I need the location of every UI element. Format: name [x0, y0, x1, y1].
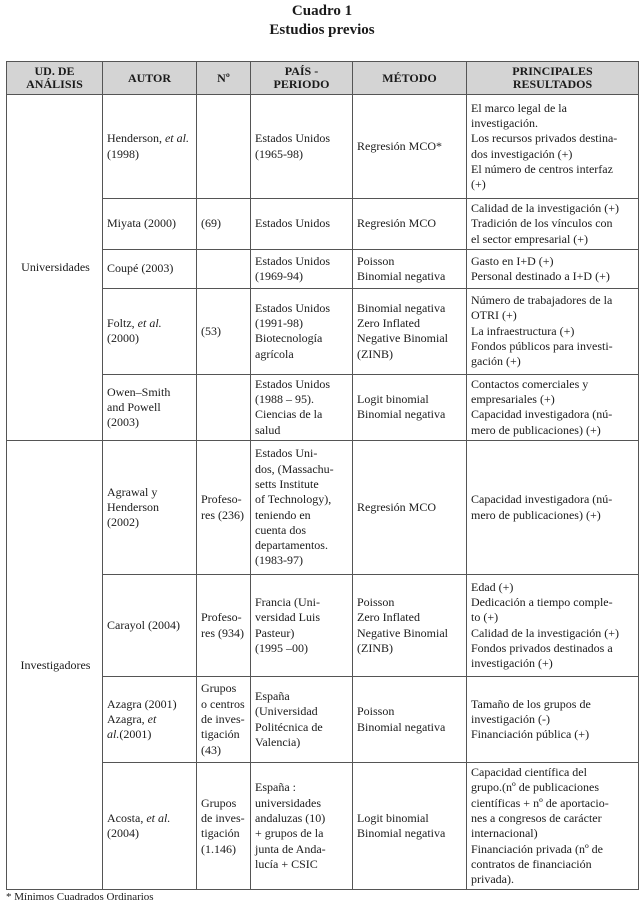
cell-n: (69): [197, 199, 251, 250]
group-universidades: Universidades: [7, 95, 103, 441]
cell-author: Coupé (2003): [103, 249, 197, 288]
cell-country-period: España : universidades andaluzas (10) + grupos de la junta de Anda- lucía + CSIC: [251, 763, 353, 890]
cell-author: Foltz, et al. (2000): [103, 288, 197, 374]
cell-n: (53): [197, 288, 251, 374]
cell-results: El marco legal de la investigación. Los recursos privados destina- dos investigación (+) El número de centros interfaz (+): [467, 95, 639, 199]
cell-n: Grupos o centros de inves- tigación (43): [197, 677, 251, 763]
cell-n: Profeso- res (236): [197, 441, 251, 575]
cell-country-period: Estados Uni- dos, (Massachu- setts Institute of Technology), teniendo en cuenta dos departamentos. (1983-97): [251, 441, 353, 575]
header-method: MÉTODO: [353, 62, 467, 95]
cell-method: Poisson Binomial negativa: [353, 249, 467, 288]
cell-country-period: Francia (Uni- versidad Luis Pasteur) (1995 –00): [251, 575, 353, 677]
cell-results: Número de trabajadores de la OTRI (+) La infraestructura (+) Fondos públicos para investi- gación (+): [467, 288, 639, 374]
cell-n: [197, 95, 251, 199]
cell-n: Grupos de inves- tigación (1.146): [197, 763, 251, 890]
cell-results: Contactos comerciales y empresariales (+) Capacidad investigadora (nú- mero de publicaciones) (+): [467, 374, 639, 440]
header-n: Nº: [197, 62, 251, 95]
cell-results: Edad (+) Dedicación a tiempo comple- to (+) Calidad de la investigación (+) Fondos privados destinados a investigación (+): [467, 575, 639, 677]
header-results: PRINCIPALES RESULTADOS: [467, 62, 639, 95]
cell-results: Calidad de la investigación (+) Tradición de los vínculos con el sector empresarial (+): [467, 199, 639, 250]
table-row: [7, 95, 639, 199]
cell-country-period: Estados Unidos (1965-98): [251, 95, 353, 199]
cell-author: Henderson, et al. (1998): [103, 95, 197, 199]
cell-method: Poisson Zero Inflated Negative Binomial (ZINB): [353, 575, 467, 677]
cell-author: Acosta, et al. (2004): [103, 763, 197, 890]
table-title: Cuadro 1: [291, 3, 353, 19]
cell-country-period: Estados Unidos: [251, 199, 353, 250]
cell-author: Agrawal y Henderson (2002): [103, 441, 197, 575]
cell-author: Owen–Smith and Powell (2003): [103, 374, 197, 440]
cell-n: Profeso- res (934): [197, 575, 251, 677]
group-investigadores: Investigadores: [7, 441, 103, 890]
cell-country-period: España (Universidad Politécnica de Valencia): [251, 677, 353, 763]
cell-results: Capacidad científica del grupo.(nº de publicaciones científicas + nº de aportacio- nes a congresos de carácter internacional) Financiación privada (nº de contratos de financiación privada).: [467, 763, 639, 890]
cell-method: Logit binomial Binomial negativa: [353, 374, 467, 440]
cell-method: Logit binomial Binomial negativa: [353, 763, 467, 890]
cell-method: Regresión MCO: [353, 441, 467, 575]
cell-results: Tamaño de los grupos de investigación (-) Financiación pública (+): [467, 677, 639, 763]
cell-method: Regresión MCO: [353, 199, 467, 250]
table-subtitle: Estudios previos: [269, 22, 375, 38]
cell-country-period: Estados Unidos (1991-98) Biotecnología agrícola: [251, 288, 353, 374]
cell-method: Binomial negativa Zero Inflated Negative Binomial (ZINB): [353, 288, 467, 374]
header-unit: UD. DE ANÁLISIS: [7, 62, 103, 95]
table-row: [7, 441, 639, 575]
cell-results: Capacidad investigadora (nú- mero de publicaciones) (+): [467, 441, 639, 575]
cell-author: Carayol (2004): [103, 575, 197, 677]
studies-table: [6, 61, 639, 890]
cell-n: [197, 374, 251, 440]
header-row: [7, 62, 639, 95]
footnote: * Mínimos Cuadrados Ordinarios: [6, 891, 154, 903]
header-author: AUTOR: [103, 62, 197, 95]
cell-n: [197, 249, 251, 288]
cell-results: Gasto en I+D (+) Personal destinado a I+D (+): [467, 249, 639, 288]
cell-method: Poisson Binomial negativa: [353, 677, 467, 763]
cell-country-period: Estados Unidos (1969-94): [251, 249, 353, 288]
header-country: PAÍS - PERIODO: [251, 62, 353, 95]
title-block: [0, 0, 644, 40]
cell-author: Miyata (2000): [103, 199, 197, 250]
cell-country-period: Estados Unidos (1988 – 95). Ciencias de la salud: [251, 374, 353, 440]
cell-author: Azagra (2001) Azagra, et al.(2001): [103, 677, 197, 763]
cell-method: Regresión MCO*: [353, 95, 467, 199]
